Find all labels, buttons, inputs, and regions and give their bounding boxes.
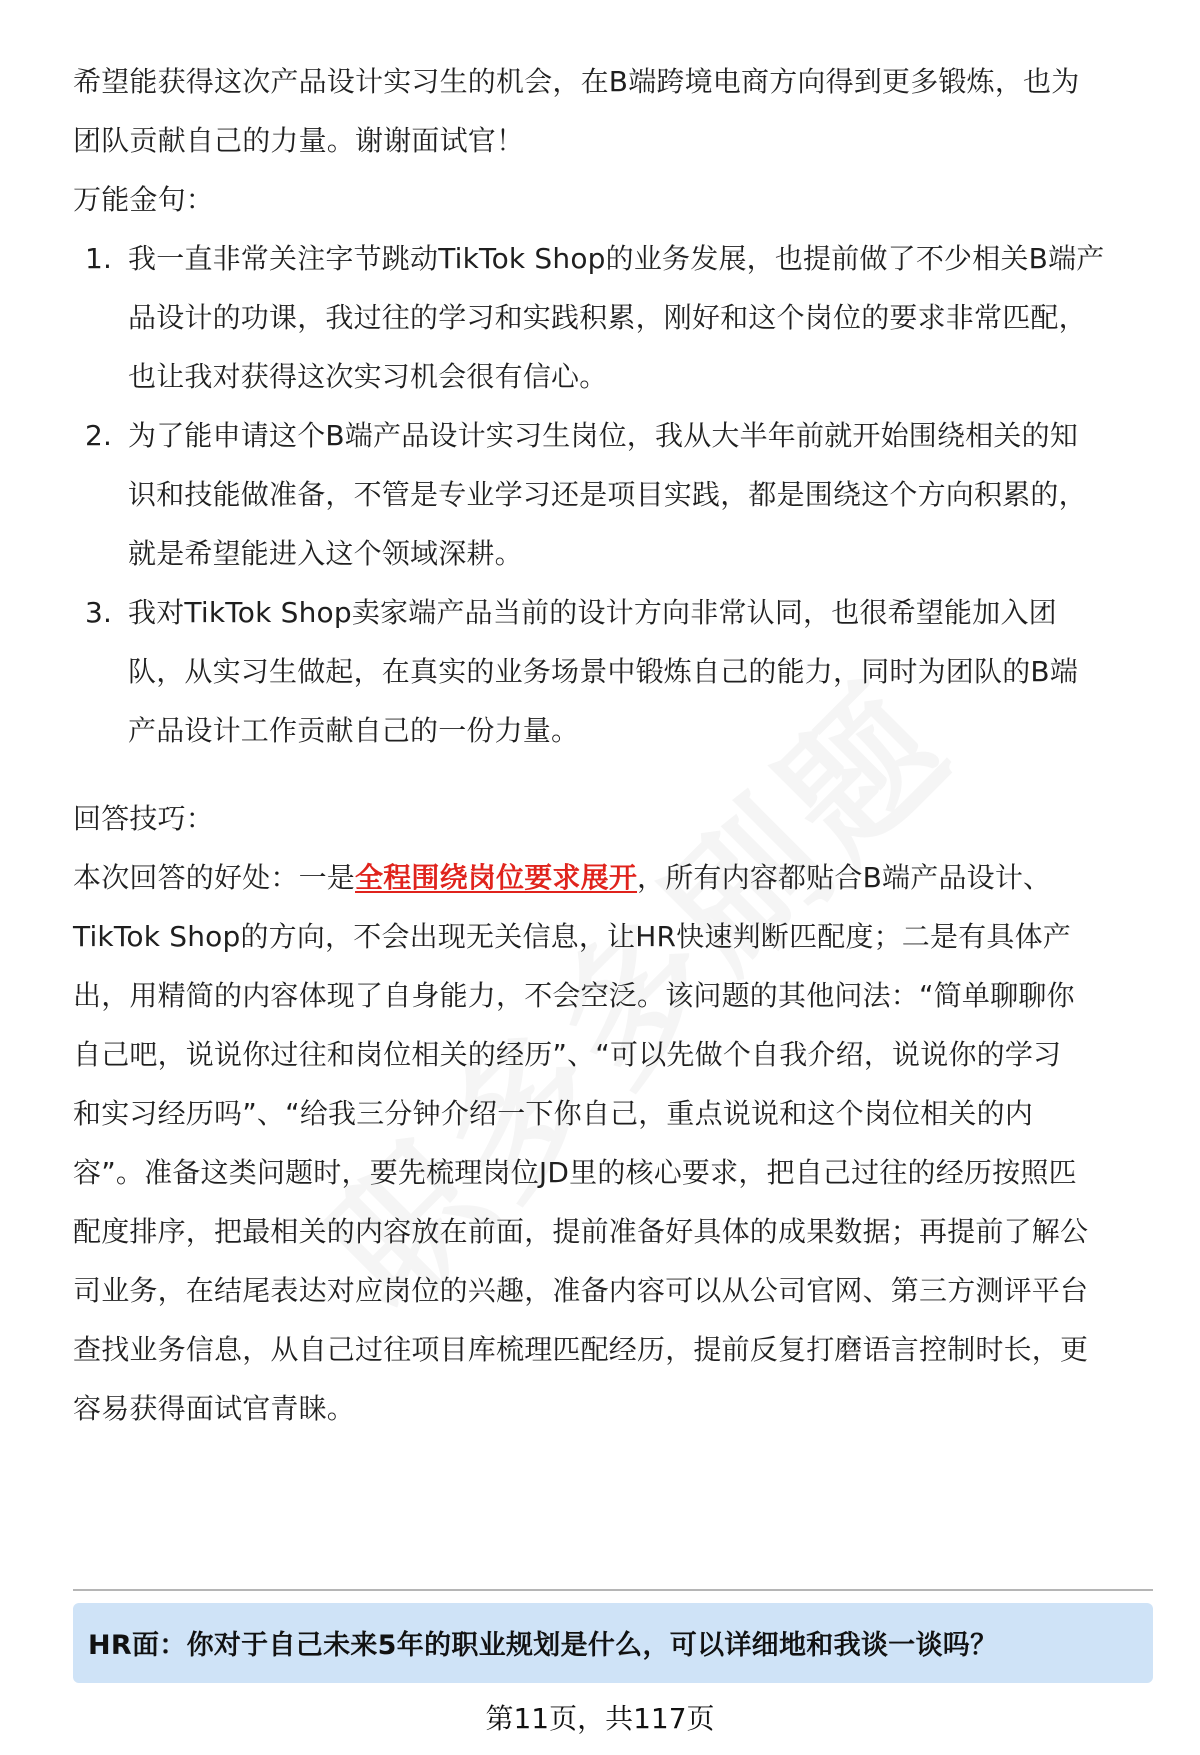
item-line: 产品设计工作贡献自己的一份力量。 bbox=[128, 714, 580, 747]
tips-line: 自己吧，说说你过往和岗位相关的经历”、“可以先做个自我介绍，说说你的学习 bbox=[73, 1038, 1062, 1071]
tips-line: 查找业务信息，从自己过往项目库梳理匹配经历，提前反复打磨语言控制时长，更 bbox=[73, 1333, 1089, 1366]
tips-line bbox=[73, 848, 1153, 907]
item-line: 识和技能做准备，不管是专业学习还是项目实践，都是围绕这个方向积累的， bbox=[128, 478, 1087, 511]
tips-suffix: ，所有内容都贴合B端产品设计、 bbox=[637, 861, 1052, 894]
highlight-text: 全程围绕岗位要求展开 bbox=[355, 861, 638, 894]
intro-line: 希望能获得这次产品设计实习生的机会，在B端跨境电商方向得到更多锻炼，也为 bbox=[73, 65, 1080, 98]
tips-line: 和实习经历吗”、“给我三分钟介绍一下你自己，重点说说和这个岗位相关的内 bbox=[73, 1097, 1034, 1130]
tips-heading: 回答技巧： bbox=[73, 802, 215, 835]
tips-line: 容易获得面试官青睐。 bbox=[73, 1392, 356, 1425]
tips-line: 容”。准备这类问题时，要先梳理岗位JD里的核心要求，把自己过往的经历按照匹 bbox=[73, 1156, 1077, 1189]
tips-prefix: 本次回答的好处：一是 bbox=[73, 861, 356, 894]
page-content bbox=[73, 52, 1153, 1438]
item-line: 就是希望能进入这个领域深耕。 bbox=[128, 537, 523, 570]
golden-heading: 万能金句： bbox=[73, 183, 215, 216]
next-question-text: HR面：你对于自己未来5年的职业规划是什么，可以详细地和我谈一谈吗？ bbox=[88, 1630, 998, 1661]
golden-sentence-item bbox=[73, 583, 1153, 760]
item-line: 我对TikTok Shop卖家端产品当前的设计方向非常认同，也很希望能加入团 bbox=[128, 596, 1057, 629]
golden-sentence-list bbox=[73, 229, 1153, 760]
list-number: 3. bbox=[85, 596, 113, 629]
golden-sentence-item bbox=[73, 406, 1153, 583]
item-line: 品设计的功课，我过往的学习和实践积累，刚好和这个岗位的要求非常匹配， bbox=[128, 301, 1087, 334]
tips-line: 出，用精简的内容体现了自身能力，不会空泛。该问题的其他问法：“简单聊聊你 bbox=[73, 979, 1075, 1012]
tips-line: 配度排序，把最相关的内容放在前面，提前准备好具体的成果数据；再提前了解公 bbox=[73, 1215, 1089, 1248]
golden-sentence-item bbox=[73, 229, 1153, 406]
next-question-box bbox=[73, 1603, 1153, 1683]
tips-paragraph bbox=[73, 848, 1153, 1438]
intro-line: 团队贡献自己的力量。谢谢面试官！ bbox=[73, 124, 525, 157]
item-line: 为了能申请这个B端产品设计实习生岗位，我从大半年前就开始围绕相关的知 bbox=[128, 419, 1079, 452]
page-number: 第11页，共117页 bbox=[485, 1702, 715, 1735]
list-number: 2. bbox=[85, 419, 113, 452]
item-line: 队，从实习生做起，在真实的业务场景中锻炼自己的能力，同时为团队的B端 bbox=[128, 655, 1079, 688]
section-divider bbox=[73, 1589, 1153, 1591]
tips-line: TikTok Shop的方向，不会出现无关信息，让HR快速判断匹配度；二是有具体产 bbox=[73, 920, 1071, 953]
item-line: 我一直非常关注字节跳动TikTok Shop的业务发展，也提前做了不少相关B端产 bbox=[128, 242, 1105, 275]
item-line: 也让我对获得这次实习机会很有信心。 bbox=[128, 360, 608, 393]
tips-line: 司业务，在结尾表达对应岗位的兴趣，准备内容可以从公司官网、第三方测评平台 bbox=[73, 1274, 1089, 1307]
list-number: 1. bbox=[85, 242, 113, 275]
